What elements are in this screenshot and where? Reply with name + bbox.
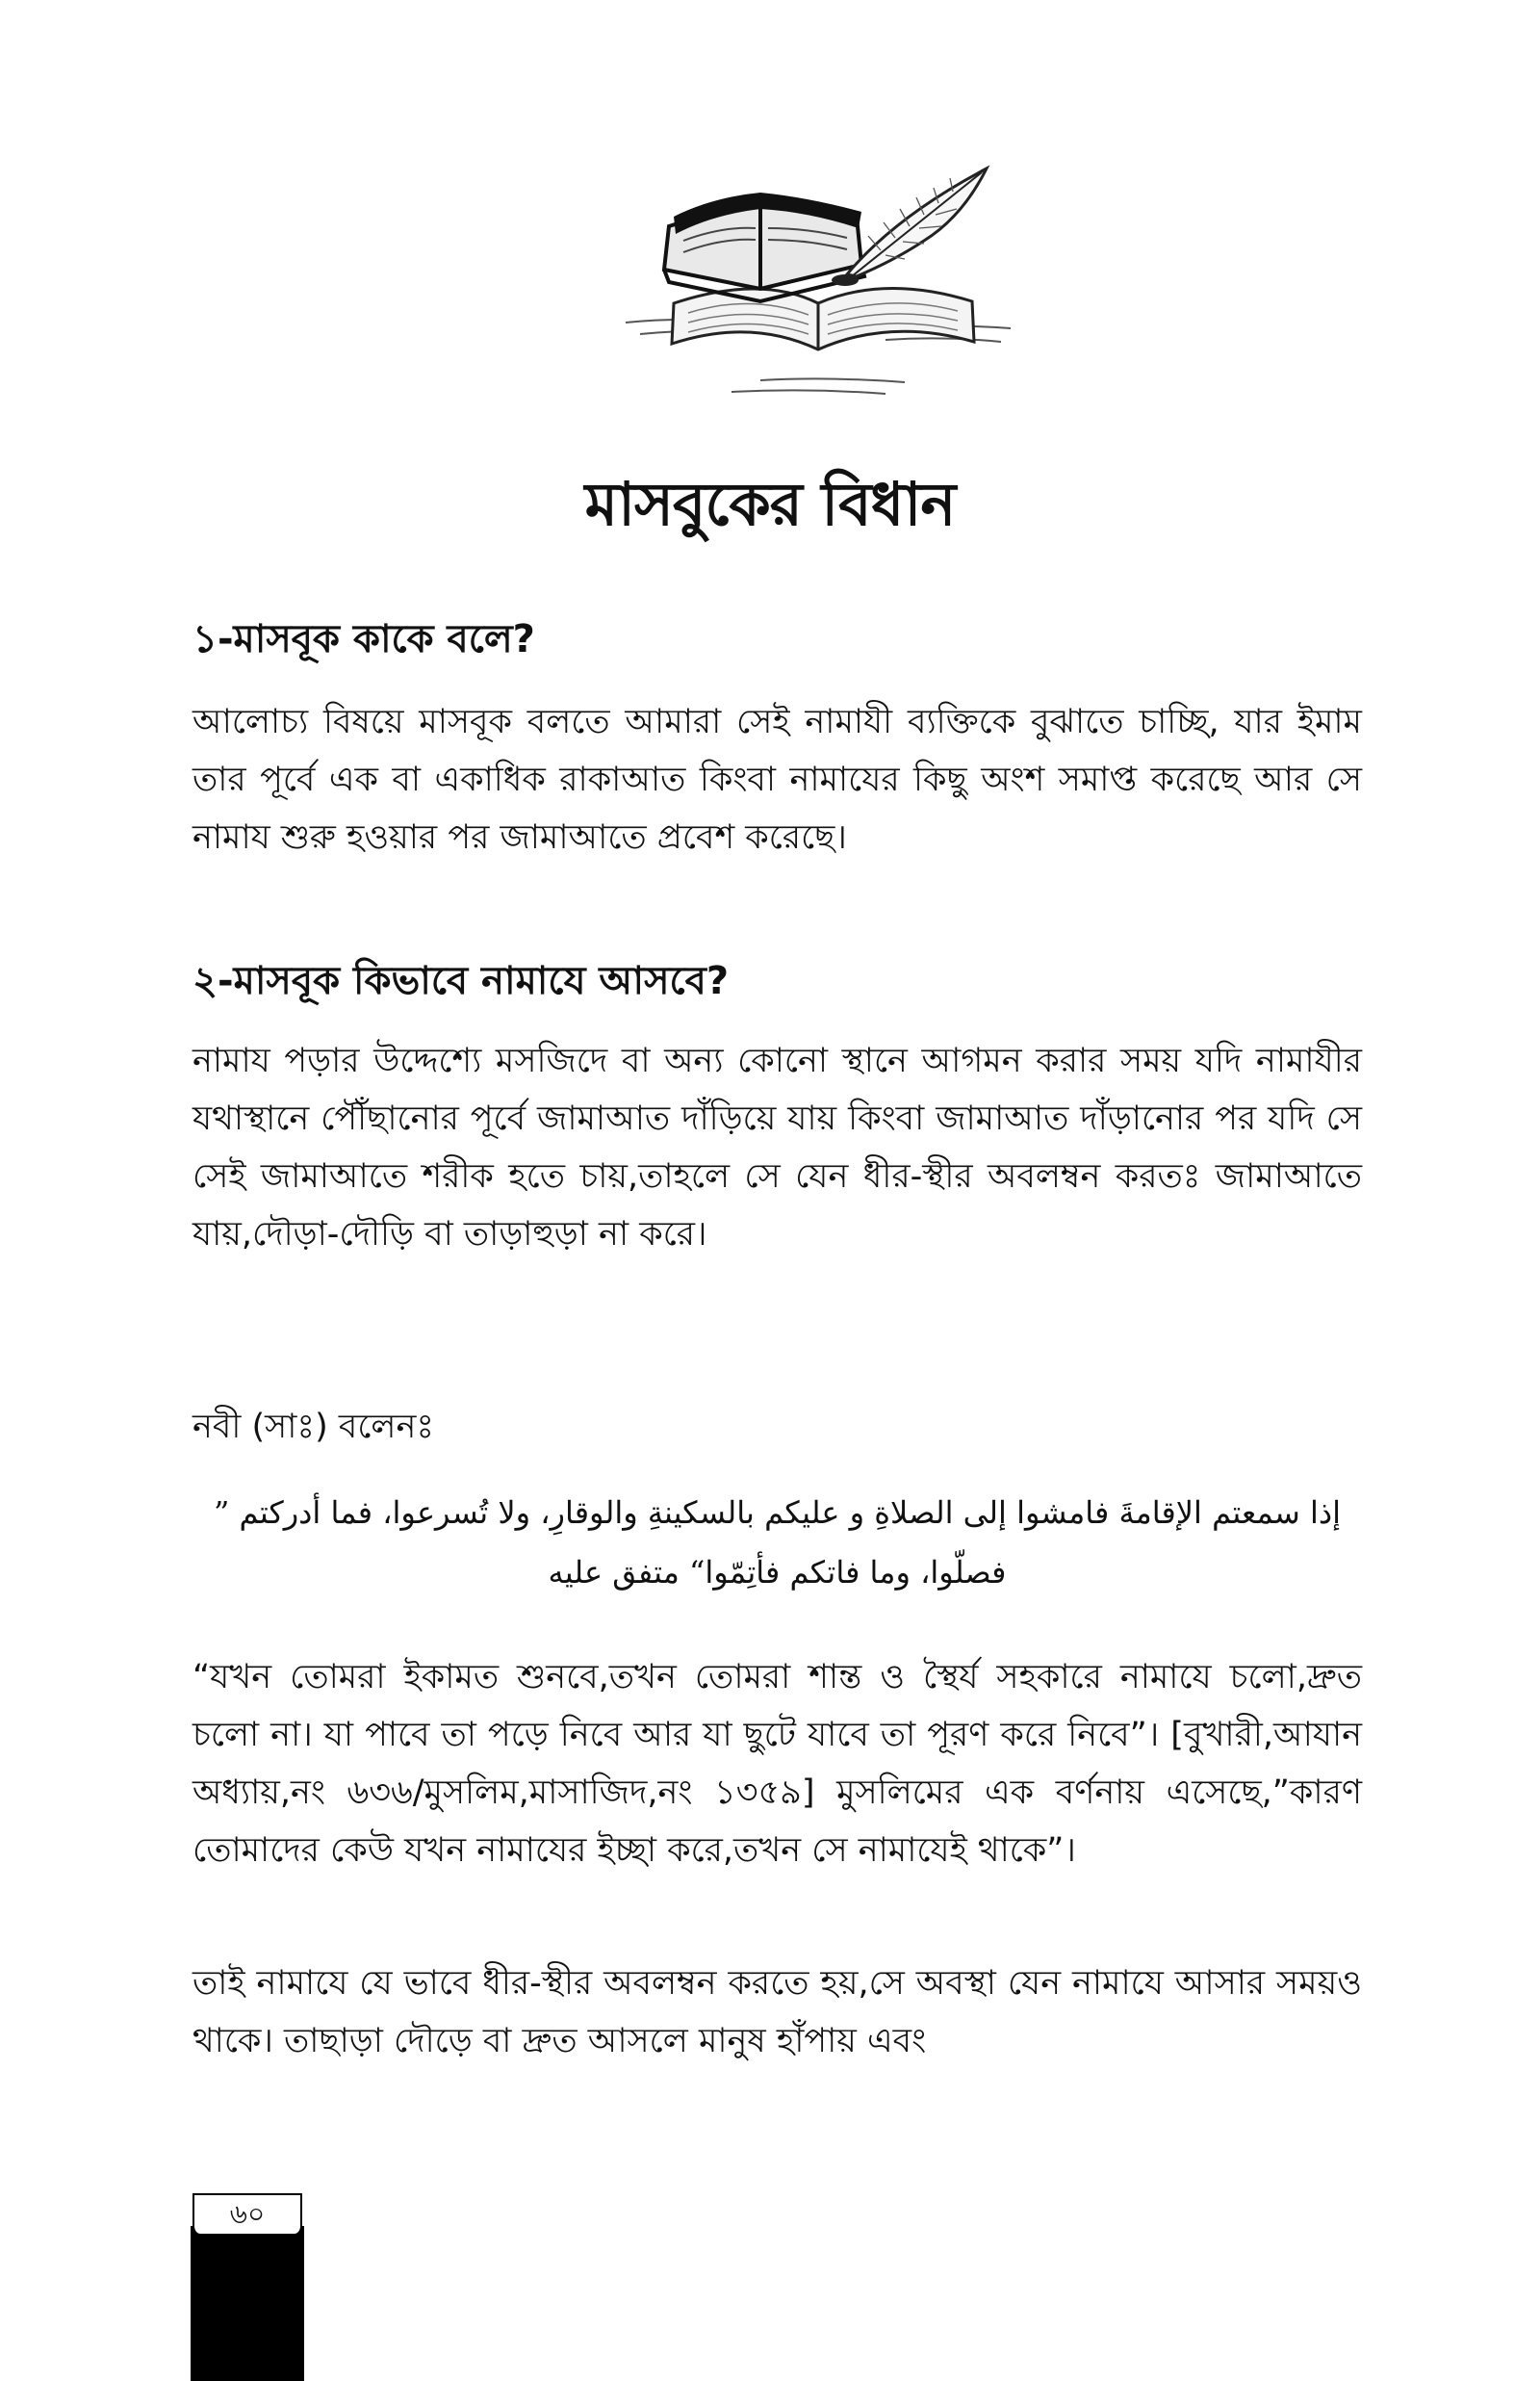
section-heading-1: ১-মাসবূক কাকে বলে? <box>192 617 535 661</box>
open-book-with-quill-icon <box>616 159 1020 409</box>
page-number: ৬০ <box>192 2193 302 2234</box>
page-edge-marker <box>191 2226 304 2381</box>
hadith-arabic-text <box>192 1483 1362 1602</box>
section-heading-2: ২-মাসবূক কিভাবে নামাযে আসবে? <box>192 959 730 1003</box>
hadith-arabic-line-1: إذا سمعتم الإقامةَ فامشوا إلى الصلاةِ و عليكم بالسكينةِ والوقارِ، ولا تُسرعوا، فما أدركتم ” <box>214 1494 1341 1531</box>
chapter-title: মাসবুকের বিধান <box>584 469 956 539</box>
page-number-tab <box>191 2193 304 2381</box>
hadith-intro: নবী (সাঃ) বলেনঃ <box>192 1408 435 1446</box>
section-paragraph-1: আলোচ্য বিষয়ে মাসবূক বলতে আমারা সেই নামাযী ব্যক্তিকে বুঝাতে চাচ্ছি, যার ইমাম তার পূর্বে এক বা একাধিক রাকাআত কিংবা নামাযের কিছু অংশ সমাপ্ত করেছে আর সে নামায শুরু হওয়ার পর জামাআতে প্রবেশ করেছে। <box>192 703 1362 857</box>
closing-paragraph: তাই নামাযে যে ভাবে ধীর-স্থীর অবলম্বন করতে হয়,সে অবস্থা যেন নামাযে আসার সময়ও থাকে। তাছাড়া দৌড়ে বা দ্রুত আসলে মানুষ হাঁপায় এবং <box>192 1964 1362 2060</box>
section-paragraph-2: নামায পড়ার উদ্দেশ্যে মসজিদে বা অন্য কোনো স্থানে আগমন করার সময় যদি নামাযীর যথাস্থানে পৌঁছানোর পূর্বে জামাআত দাঁড়িয়ে যায় কিংবা জামাআত দাঁড়ানোর পর যদি সে সেই জামাআতে শরীক হতে চায়,তাহলে সে যেন ধীর-স্থীর অবলম্বন করতঃ জামাআতে যায়,দৌড়া-দৌড়ি বা তাড়াহুড়া না করে। <box>192 1042 1362 1254</box>
hadith-arabic-line-2: فصلّوا، وما فاتكم فأتِمّوا“ متفق عليه <box>548 1554 1007 1591</box>
hadith-translation: “যখন তোমরা ইকামত শুনবে,তখন তোমরা শান্ত ও স্থৈর্য সহকারে নামাযে চলো,দ্রুত চলো না। যা পাবে তা পড়ে নিবে আর যা ছুটে যাবে তা পূরণ করে নিবে”। [বুখারী,আযান অধ্যায়,নং ৬৩৬/মুসলিম,মাসাজিদ,নং ১৩৫৯] মুসলিমের এক বর্ণনায় এসেছে,”কারণ তোমাদের কেউ যখন নামাযের ইচ্ছা করে,তখন সে নামাযেই থাকে”। <box>192 1658 1362 1870</box>
